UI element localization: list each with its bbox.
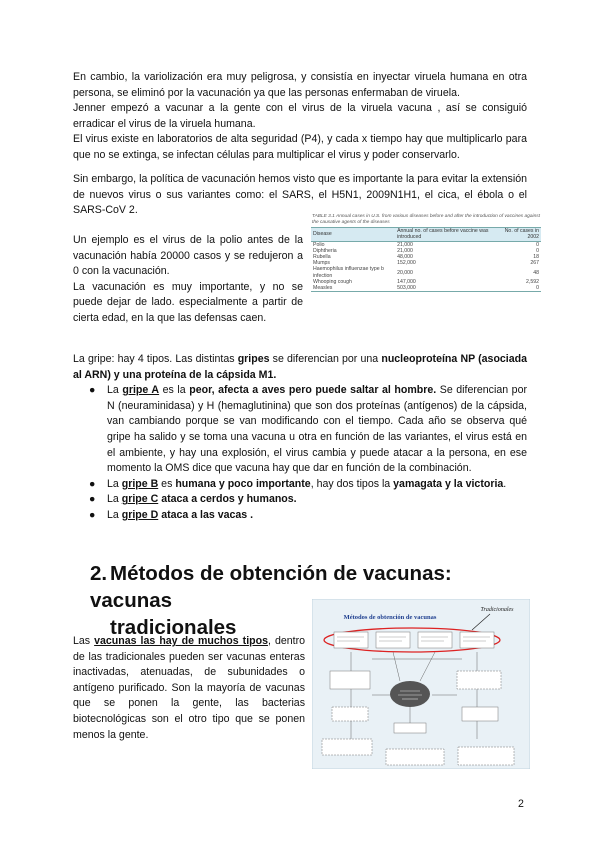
policy-section <box>73 172 527 219</box>
bold-text: yamagata y la victoria <box>393 477 504 490</box>
section-number: 2. <box>90 562 108 585</box>
table-header-row <box>311 228 541 241</box>
intro-section <box>73 70 527 164</box>
bold-text: ataca a cerdos y humanos. <box>161 493 297 506</box>
table-cell: Polio <box>313 241 325 248</box>
table-cell: 48,000 <box>397 254 413 260</box>
polio-section <box>73 233 303 327</box>
paragraph-jenner: Jenner empezó a vacunar a la gente con el virus de la viruela vacuna , así se consiguió erradicar el virus de la viruela humana. <box>73 102 527 130</box>
list-item-gripe-b <box>73 477 527 493</box>
table-row <box>311 241 541 248</box>
gripe-name: gripe D <box>121 508 159 521</box>
diagram-box <box>458 747 514 765</box>
diagram-center-node <box>390 681 430 707</box>
text: La gripe: hay 4 tipos. Las distintas <box>73 353 238 365</box>
table-header-cell: Annual no. of cases before vaccine was introduced <box>395 228 496 241</box>
table-cell: Diphtheria <box>313 247 337 254</box>
text: La <box>107 508 122 521</box>
text: , hay dos tipos la <box>310 477 394 490</box>
list-item-gripe-c <box>73 492 527 508</box>
diagram-box <box>330 671 370 689</box>
bold-text: peor, afecta a aves pero puede saltar al hombre. <box>189 384 437 397</box>
table-cell: 503,000 <box>397 285 416 292</box>
diagram-box <box>334 632 368 648</box>
text: , dentro de las tradicionales pueden ser vacunas enteras inactivadas, atenuadas, de subunidades o antígeno purificado. Son la mayoría de vacunas que se ponen la gente, las bacterias biotecnológicas son el otro tipo que se ponen menos la gente. <box>73 635 305 741</box>
disease-cases-table <box>311 214 541 292</box>
text: La <box>107 493 122 506</box>
list-item-gripe-d <box>73 508 527 524</box>
text: Se diferencian por N (neuraminidasa) y H (hemaglutinina) que son dos proteínas (antígenos) de la cápsida, van cambiando porque se van modificando con el tiempo. Cada año se observa qué gripe ha salido y se toma una vacuna u otra en función de las variantes, el virus está en el ambiente, y hay una explosión, el virus cambia y puede atacar a la persona, en ese momento la OMS dice que vacuna hay que dar en función de la combinación. <box>107 384 527 475</box>
bullet-icon: ● <box>89 508 96 521</box>
table-cell: 20,000 <box>397 269 413 276</box>
diagram-box <box>462 707 498 721</box>
section-title-line2: tradicionales <box>110 616 237 639</box>
table-cell: 0 <box>536 285 539 292</box>
text: es <box>158 477 176 490</box>
paragraph-gripe-intro <box>73 352 527 383</box>
diagram-box <box>418 632 452 648</box>
text: La <box>107 477 122 490</box>
bold-text: vacunas las hay de muchos tipos <box>94 635 268 647</box>
bold-text: gripes <box>237 353 270 365</box>
text: La <box>107 384 123 397</box>
bold-text: humana y poco importante <box>175 477 311 490</box>
table-cell: Haemophilus influenzae type b infection <box>313 266 384 279</box>
table-header-cell: No. of cases in 2002 <box>496 228 541 241</box>
bold-text: nucleoproteína NP (asociada al ARN) y una proteína de la cápsida M1. <box>73 353 528 381</box>
table-cell: Mumps <box>313 260 331 267</box>
paragraph-p4-lab: El virus existe en laboratorios de alta seguridad (P4), y cada x tiempo hay que multiplicarlo para que no se extinga, se infectan células para multiplicar el virus y poder conservarlo. <box>73 133 527 161</box>
bullet-icon: ● <box>89 493 96 506</box>
list-item-gripe-a <box>73 383 527 477</box>
gripe-types-list <box>73 383 527 523</box>
table-cell: 267 <box>530 260 539 267</box>
table-cell: 21,000 <box>397 241 413 248</box>
diagram-label: Tradicionales <box>480 607 514 613</box>
table-cell: 147,000 <box>397 278 416 285</box>
bullet-icon: ● <box>89 477 96 490</box>
page-number: 2 <box>518 798 524 810</box>
text: se diferencian por una <box>269 353 382 365</box>
table-cell: 48 <box>533 269 539 276</box>
text: Las <box>73 635 95 647</box>
table-row <box>311 266 541 278</box>
vaccine-methods-diagram <box>312 599 530 769</box>
diagram-box <box>322 739 372 755</box>
gripe-name: gripe C <box>121 493 159 506</box>
paragraph-polio: Un ejemplo es el virus de la polio antes de la vacunación había 20000 casos y se redujeron a 0 con la vacunación. <box>73 234 303 278</box>
diagram-box <box>332 707 368 721</box>
paragraph-importance: La vacunación es muy importante, y no se puede dejar de lado. especialmente a partir de cierta edad, en la que las defensas caen. <box>73 280 303 324</box>
table-cell: 2,592 <box>526 278 539 285</box>
diagram-box <box>376 632 410 648</box>
table-cell: Measles <box>313 285 333 292</box>
table-cell: 21,000 <box>397 247 413 254</box>
section-title-line1: Métodos de obtención de vacunas: vacunas <box>90 562 452 612</box>
table-cell: Whooping cough <box>313 278 352 285</box>
paragraph-policy: Sin embargo, la política de vacunación hemos visto que es importante la para evitar la extensión de nuevos virus o sus variantes como: el SARS, el H5N1, 2009N1H1, el cica, el ébola o el SARS-CoV 2. <box>73 173 527 217</box>
table-cell: 152,000 <box>397 260 416 267</box>
diagram-box <box>394 723 426 733</box>
gripe-name: gripe B <box>121 477 159 490</box>
text: . <box>503 477 507 490</box>
table-cell: 18 <box>533 254 539 260</box>
text: es la <box>159 384 190 397</box>
table-row <box>311 285 541 292</box>
paragraph-variolizacion: En cambio, la variolización era muy peligrosa, y consistía en inyectar viruela humana en otra persona, se eliminó por la vacunación ya que las personas enfermaban de viruela. <box>73 71 527 99</box>
table-header-cell: Disease <box>311 228 395 241</box>
paragraph-vaccine-types <box>73 634 305 743</box>
vaccines-section <box>73 634 305 743</box>
table-caption: TABLE 3.1 Annual cases in U.S. from various diseases before and after the introduction of vaccines against the causative agents of the diseases <box>312 214 540 225</box>
bullet-icon: ● <box>89 384 96 397</box>
diagram-box <box>457 671 501 689</box>
gripe-name: gripe A <box>122 384 160 397</box>
table-cell: Rubella <box>313 254 331 260</box>
gripe-section <box>73 352 527 524</box>
table-cell: 0 <box>536 247 539 254</box>
disease-cases-table-figure <box>311 214 547 328</box>
diagram-box <box>386 749 444 765</box>
table-cell: 0 <box>536 241 539 248</box>
diagram-title: Métodos de obtención de vacunas <box>343 614 437 621</box>
bold-text: ataca a las vacas . <box>161 508 254 521</box>
diagram-box <box>460 632 494 648</box>
